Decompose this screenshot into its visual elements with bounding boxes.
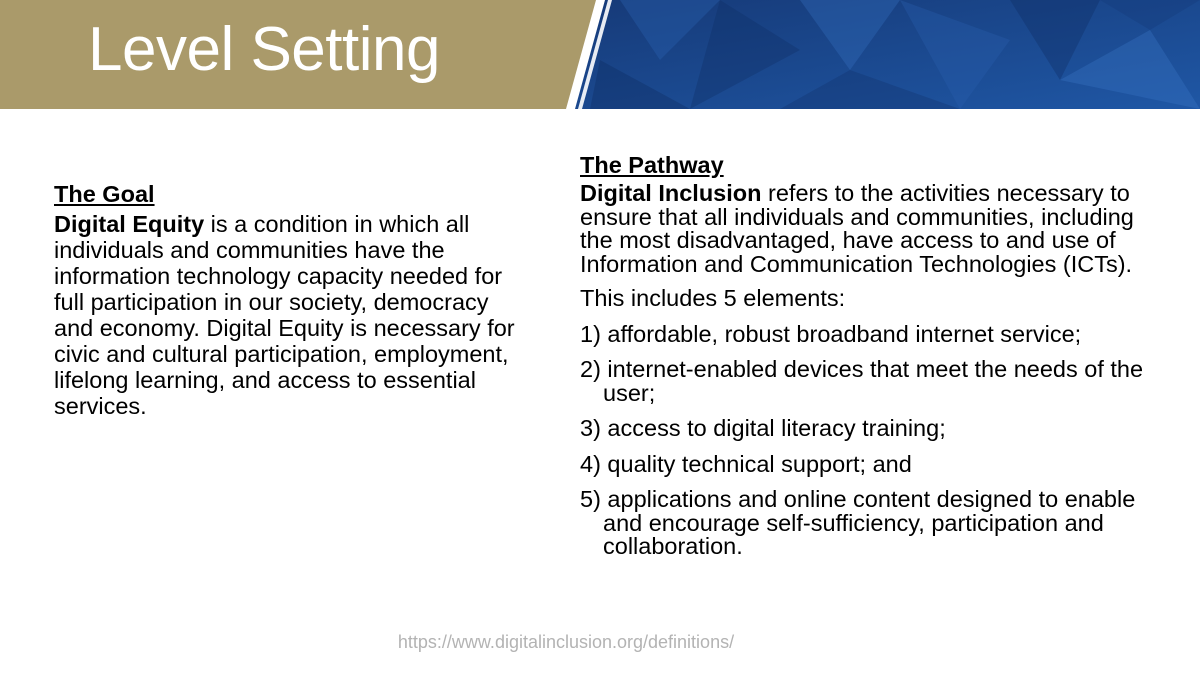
goal-text: is a condition in which all individuals and communities have the information technology capacity needed for full participation in our society, democracy and economy. Digital Equity is necessary for civic and cultural participation, employment, lifelong learning, and access to essential services.	[54, 211, 515, 419]
pathway-column	[580, 152, 1160, 559]
pathway-paragraph	[580, 182, 1160, 276]
goal-heading: The Goal	[54, 181, 155, 207]
goal-term: Digital Equity	[54, 211, 205, 237]
list-item: 4) quality technical support; and	[580, 450, 912, 477]
pathway-heading: The Pathway	[580, 152, 724, 178]
elements-intro: This includes 5 elements:	[580, 285, 846, 311]
list-item: 2) internet-enabled devices that meet the needs of the user;	[580, 356, 1144, 406]
source-link[interactable]: https://www.digitalinclusion.org/definitions/	[397, 632, 735, 652]
pathway-term: Digital Inclusion	[580, 180, 762, 206]
pathway-text: refers to the activities necessary to ensure that all individuals and communities, including the most disadvantaged, have access to and use of Information and Communication Technologies (ICTs).	[580, 180, 1134, 277]
list-item: 5) applications and online content designed to enable and encourage self-sufficiency, participation and collaboration.	[580, 486, 1136, 559]
elements-list	[580, 320, 1160, 559]
header-banner	[0, 0, 1200, 109]
list-item: 1) affordable, robust broadband internet service;	[580, 320, 1082, 347]
list-item: 3) access to digital literacy training;	[580, 415, 946, 441]
slide-title: Level Setting	[88, 15, 440, 84]
goal-paragraph	[54, 211, 534, 419]
goal-column	[54, 181, 534, 419]
